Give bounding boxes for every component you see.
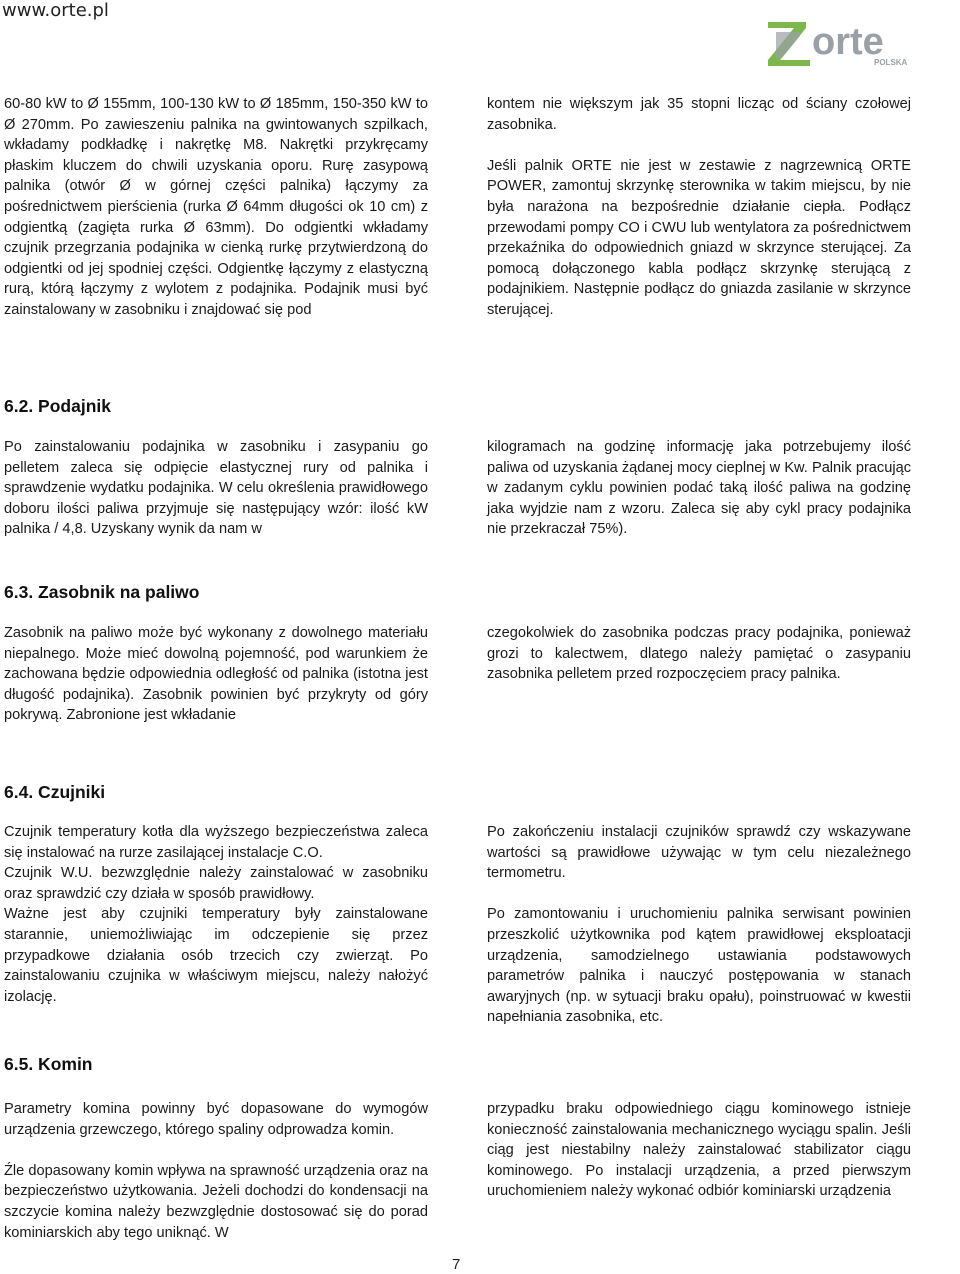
logo-mark-icon <box>768 22 810 66</box>
section-heading-komin: 6.5. Komin <box>4 1054 93 1074</box>
site-url[interactable]: www.orte.pl <box>2 0 109 21</box>
podajnik-left-column <box>4 437 428 540</box>
section-heading-czujniki: 6.4. Czujniki <box>4 782 106 802</box>
paragraph: przypadku braku odpowiedniego ciągu kominowego istnieje konieczność zainstalowania mechanicznego wyciągu spalin. Jeśli ciąg jest niestabilny należy zainstalować stabilizator ciągu kominowego. Po instalacji urządzenia, a przed pierwszym uruchomieniem należy wykonać odbiór kominiarski urządzenia <box>487 1101 911 1200</box>
paragraph: Zasobnik na paliwo może być wykonany z dowolnego materiału niepalnego. Może mieć dowolną pojemność, pod warunkiem że zachowana będzie odpowiednia odległość od palnika (istotna jest długość podajnika). Zasobnik powinien być przykryty od góry pokrywą. Zabronione jest wkładanie <box>4 625 428 724</box>
komin-right-column <box>487 1099 911 1202</box>
zasobnik-left-column <box>4 623 428 726</box>
paragraph: Źle dopasowany komin wpływa na sprawność urządzenia oraz na bezpieczeństwo użytkowania. Jeżeli dochodzi do kondensacji na szczycie komina należy bezwzględnie dostosować się do porad kominiarskich aby tego uniknąć. W <box>4 1162 428 1241</box>
komin-left-column <box>4 1099 428 1243</box>
zasobnik-right-column <box>487 623 911 685</box>
paragraph: Czujnik temperatury kotła dla wyższego bezpieczeństwa zaleca się instalować na rurze zasilającej instalacje C.O. <box>4 824 428 861</box>
paragraph: Ważne jest aby czujniki temperatury były zainstalowane starannie, uniemożliwiając im odczepienie się przez przypadkowe działania osób trzecich czy zwierząt. Po zainstalowaniu czujnika w właściwym miejscu, należy nałożyć izolację. <box>4 906 428 1005</box>
paragraph: Parametry komina powinny być dopasowane do wymogów urządzenia grzewczego, którego spaliny odprowadza komin. <box>4 1101 428 1138</box>
paragraph: Po zamontowaniu i uruchomieniu palnika serwisant powinien przeszkolić użytkownika pod kątem prawidłowej eksploatacji urządzenia, samodzielnego ustawiania podstawowych parametrów palnika i nauczyć postępowania w stanach awaryjnych (np. w sytuacji braku opału), poinstruować w kwestii napełniania zasobnika, etc. <box>487 906 911 1026</box>
section-heading-podajnik: 6.2. Podajnik <box>4 396 111 416</box>
czujniki-left-column <box>4 822 428 1007</box>
orte-logo <box>766 14 916 70</box>
paragraph: kontem nie większym jak 35 stopni licząc od ściany czołowej zasobnika. <box>487 96 911 133</box>
paragraph: 60-80 kW to Ø 155mm, 100-130 kW to Ø 185mm, 150-350 kW to Ø 270mm. Po zawieszeniu palnika na gwintowanych szpilkach, wkładamy podkładkę i nakrętkę M8. Nakrętki przykręcamy płaskim kluczem do chwili uzyskania oporu. Rurę zasypową palnika (otwór Ø w górnej części palnika) łączymy za pośrednictwem pierścienia (rurka Ø 64mm długości ok 10 cm) z odgientką (zagięta rurka Ø 63mm). Do odgientki wkładamy czujnik przegrzania podajnika w cienką rurkę przytwierdzoną do odgientki od jej spodniej części. Odgientkę łączymy z elastyczną rurą, którą łączymy z wylotem z podajnika. Podajnik musi być zainstalowany w zasobniku i znajdować się pod <box>4 96 428 318</box>
logo-wordmark: orte <box>812 21 884 63</box>
intro-right-column <box>487 94 911 321</box>
section-heading-zasobnik: 6.3. Zasobnik na paliwo <box>4 582 200 602</box>
paragraph: Po zakończeniu instalacji czujników sprawdź czy wskazywane wartości są prawidłowe używając w tym celu niezależnego termometru. <box>487 824 911 882</box>
paragraph: Po zainstalowaniu podajnika w zasobniku i zasypaniu go pelletem zaleca się odpięcie elastycznej rury od palnika i sprawdzenie wydatku podajnika. W celu określenia prawidłowego doboru ilości paliwa przyjmuje się następujący wzór: ilość kW palnika / 4,8. Uzyskany wynik da nam w <box>4 439 428 538</box>
logo-subtitle: POLSKA <box>874 58 908 67</box>
paragraph: kilogramach na godzinę informację jaka potrzebujemy ilość paliwa od uzyskania żądanej mocy cieplnej w Kw. Palnik pracując w zadanym cyklu powinien podać taką ilość paliwa na godzinę jaka wyjdzie nam z wzoru. Zaleca się aby cykl pracy podajnika nie przekraczał 75%). <box>487 439 911 538</box>
intro-left-column <box>4 94 428 321</box>
paragraph: czegokolwiek do zasobnika podczas pracy podajnika, ponieważ grozi to kalectwem, dlatego należy pamiętać o zasypaniu zasobnika pelletem przed rozpoczęciem pracy palnika. <box>487 625 911 683</box>
paragraph: Czujnik W.U. bezwzględnie należy zainstalować w zasobniku oraz sprawdzić czy działa w sposób prawidłowy. <box>4 865 428 902</box>
czujniki-right-column <box>487 822 911 1028</box>
paragraph: Jeśli palnik ORTE nie jest w zestawie z nagrzewnicą ORTE POWER, zamontuj skrzynkę sterownika w takim miejscu, by nie była narażona na bezpośrednie działanie ciepła. Podłącz przewodami pompy CO i CWU lub wentylatora za pośrednictwem przekaźnika do odpowiednich gniazd w skrzynce sterującej. Za pomocą dołączonego kabla podłącz skrzynkę sterującą z podajnikiem. Następnie podłącz do gniazda zasilanie w skrzynce sterującej. <box>487 157 911 318</box>
page-number: 7 <box>452 1256 461 1273</box>
podajnik-right-column <box>487 437 911 540</box>
